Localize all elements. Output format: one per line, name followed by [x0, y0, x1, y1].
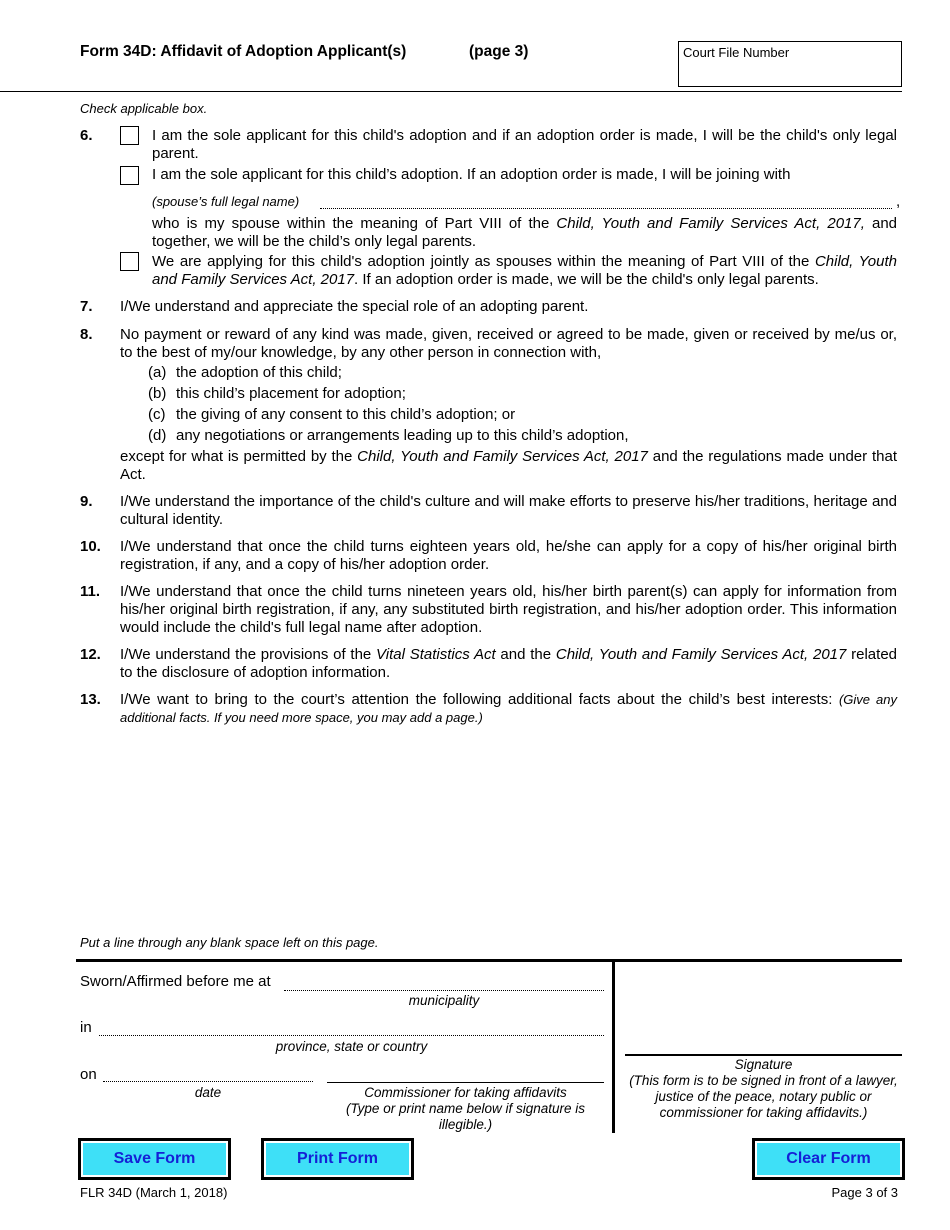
- sworn-before-label: Sworn/Affirmed before me at: [80, 973, 271, 990]
- commissioner-caption: Commissioner for taking affidavits (Type or print name below if signature is illegible.): [345, 1085, 586, 1132]
- item-8-b: (b) this child’s placement for adoption;: [148, 385, 406, 402]
- joint-spouses-checkbox[interactable]: [120, 252, 139, 271]
- date-input[interactable]: [103, 1081, 313, 1082]
- item-12-number: 12.: [80, 646, 101, 663]
- court-file-number-field[interactable]: [678, 41, 902, 87]
- item-6-spouse-text: who is my spouse within the meaning of Part VIII of the Child, Youth and Family Services Act, 2017, and together, we will be the child’s only legal parents.: [152, 215, 898, 250]
- court-file-number-label: Court File Number: [683, 45, 790, 60]
- page-number: Page 3 of 3: [831, 1185, 898, 1200]
- item-8-c: (c) the giving of any consent to this child’s adoption; or: [148, 406, 516, 423]
- municipality-input[interactable]: [284, 990, 604, 991]
- check-instruction: Check applicable box.: [80, 101, 208, 116]
- sole-joining-checkbox[interactable]: [120, 166, 139, 185]
- item-6-option-3: We are applying for this child's adoption jointly as spouses within the meaning of Part VIII of the Child, Youth and Family Services Act, 2017. If an adoption order is made, we will be the child's only legal parents.: [152, 253, 897, 288]
- print-form-button[interactable]: Print Form: [261, 1138, 414, 1180]
- item-8-text: No payment or reward of any kind was made, given, received or agreed to be made, given or received by me/us or, to the best of my/our knowledge, by any other person in connection with,: [120, 326, 897, 361]
- item-13-text: I/We want to bring to the court’s attention the following additional facts about the child’s best interests: (Give any additional facts. If you need more space, you may add a page.): [120, 691, 897, 725]
- item-11-number: 11.: [80, 583, 101, 600]
- signature-block-divider: [612, 959, 615, 1133]
- province-input[interactable]: [99, 1035, 604, 1036]
- additional-facts-area[interactable]: [120, 730, 897, 920]
- item-12-text: I/We understand the provisions of the Vital Statistics Act and the Child, Youth and Family Services Act, 2017 related to the disclosure of adoption information.: [120, 646, 898, 681]
- item-6-number: 6.: [80, 127, 93, 144]
- commissioner-signature-line: [327, 1082, 604, 1083]
- form-code: FLR 34D (March 1, 2018): [80, 1185, 228, 1200]
- applicant-signature-area[interactable]: [625, 970, 902, 1052]
- signature-caption: Signature (This form is to be signed in front of a lawyer, justice of the peace, notary public or commissioner for taking affidavits.): [629, 1057, 898, 1120]
- form-title: Form 34D: Affidavit of Adoption Applicant(s): [80, 43, 407, 60]
- date-caption: date: [194, 1085, 222, 1100]
- item-8-number: 8.: [80, 326, 93, 343]
- blank-space-note: Put a line through any blank space left on this page.: [80, 935, 379, 950]
- item-10-text: I/We understand that once the child turns eighteen years old, he/she can apply for a copy of his/her original birth registration, if any, and a copy of his/her adoption order.: [120, 538, 897, 573]
- item-6-option-1: I am the sole applicant for this child's adoption and if an adoption order is made, I will be the child's only legal parent.: [152, 127, 897, 162]
- item-13-number: 13.: [80, 691, 101, 708]
- item-9-text: I/We understand the importance of the child's culture and will make efforts to preserve his/her traditions, heritage and cultural identity.: [120, 493, 897, 528]
- on-label: on: [80, 1066, 97, 1083]
- item-8-except: except for what is permitted by the Child, Youth and Family Services Act, 2017 and the regulations made under that Act.: [120, 448, 897, 483]
- municipality-caption: municipality: [408, 993, 480, 1008]
- header-divider: [0, 91, 902, 92]
- applicant-signature-line: [625, 1054, 902, 1056]
- clear-form-button[interactable]: Clear Form: [752, 1138, 905, 1180]
- spouse-comma: ,: [896, 193, 901, 210]
- signature-block-top-rule: [76, 959, 902, 962]
- item-10-number: 10.: [80, 538, 101, 555]
- item-8-d: (d) any negotiations or arrangements leading up to this child’s adoption,: [148, 427, 629, 444]
- item-11-text: I/We understand that once the child turns nineteen years old, his/her birth parent(s) can apply for information from his/her original birth registration, if any, any substituted birth registration, and his/her adoption order. This information would include the child's full legal name after adoption.: [120, 583, 897, 636]
- sole-parent-checkbox[interactable]: [120, 126, 139, 145]
- save-form-button[interactable]: Save Form: [78, 1138, 231, 1180]
- item-8-a: (a) the adoption of this child;: [148, 364, 342, 381]
- spouse-name-input[interactable]: [320, 208, 892, 209]
- item-7-text: I/We understand and appreciate the special role of an adopting parent.: [120, 298, 589, 315]
- page-label: (page 3): [469, 43, 529, 60]
- item-7-number: 7.: [80, 298, 93, 315]
- spouse-name-label: (spouse’s full legal name): [152, 194, 300, 209]
- in-label: in: [80, 1019, 92, 1036]
- province-caption: province, state or country: [275, 1039, 428, 1054]
- item-6-option-2: I am the sole applicant for this child’s adoption. If an adoption order is made, I will be joining with: [152, 166, 791, 183]
- item-9-number: 9.: [80, 493, 93, 510]
